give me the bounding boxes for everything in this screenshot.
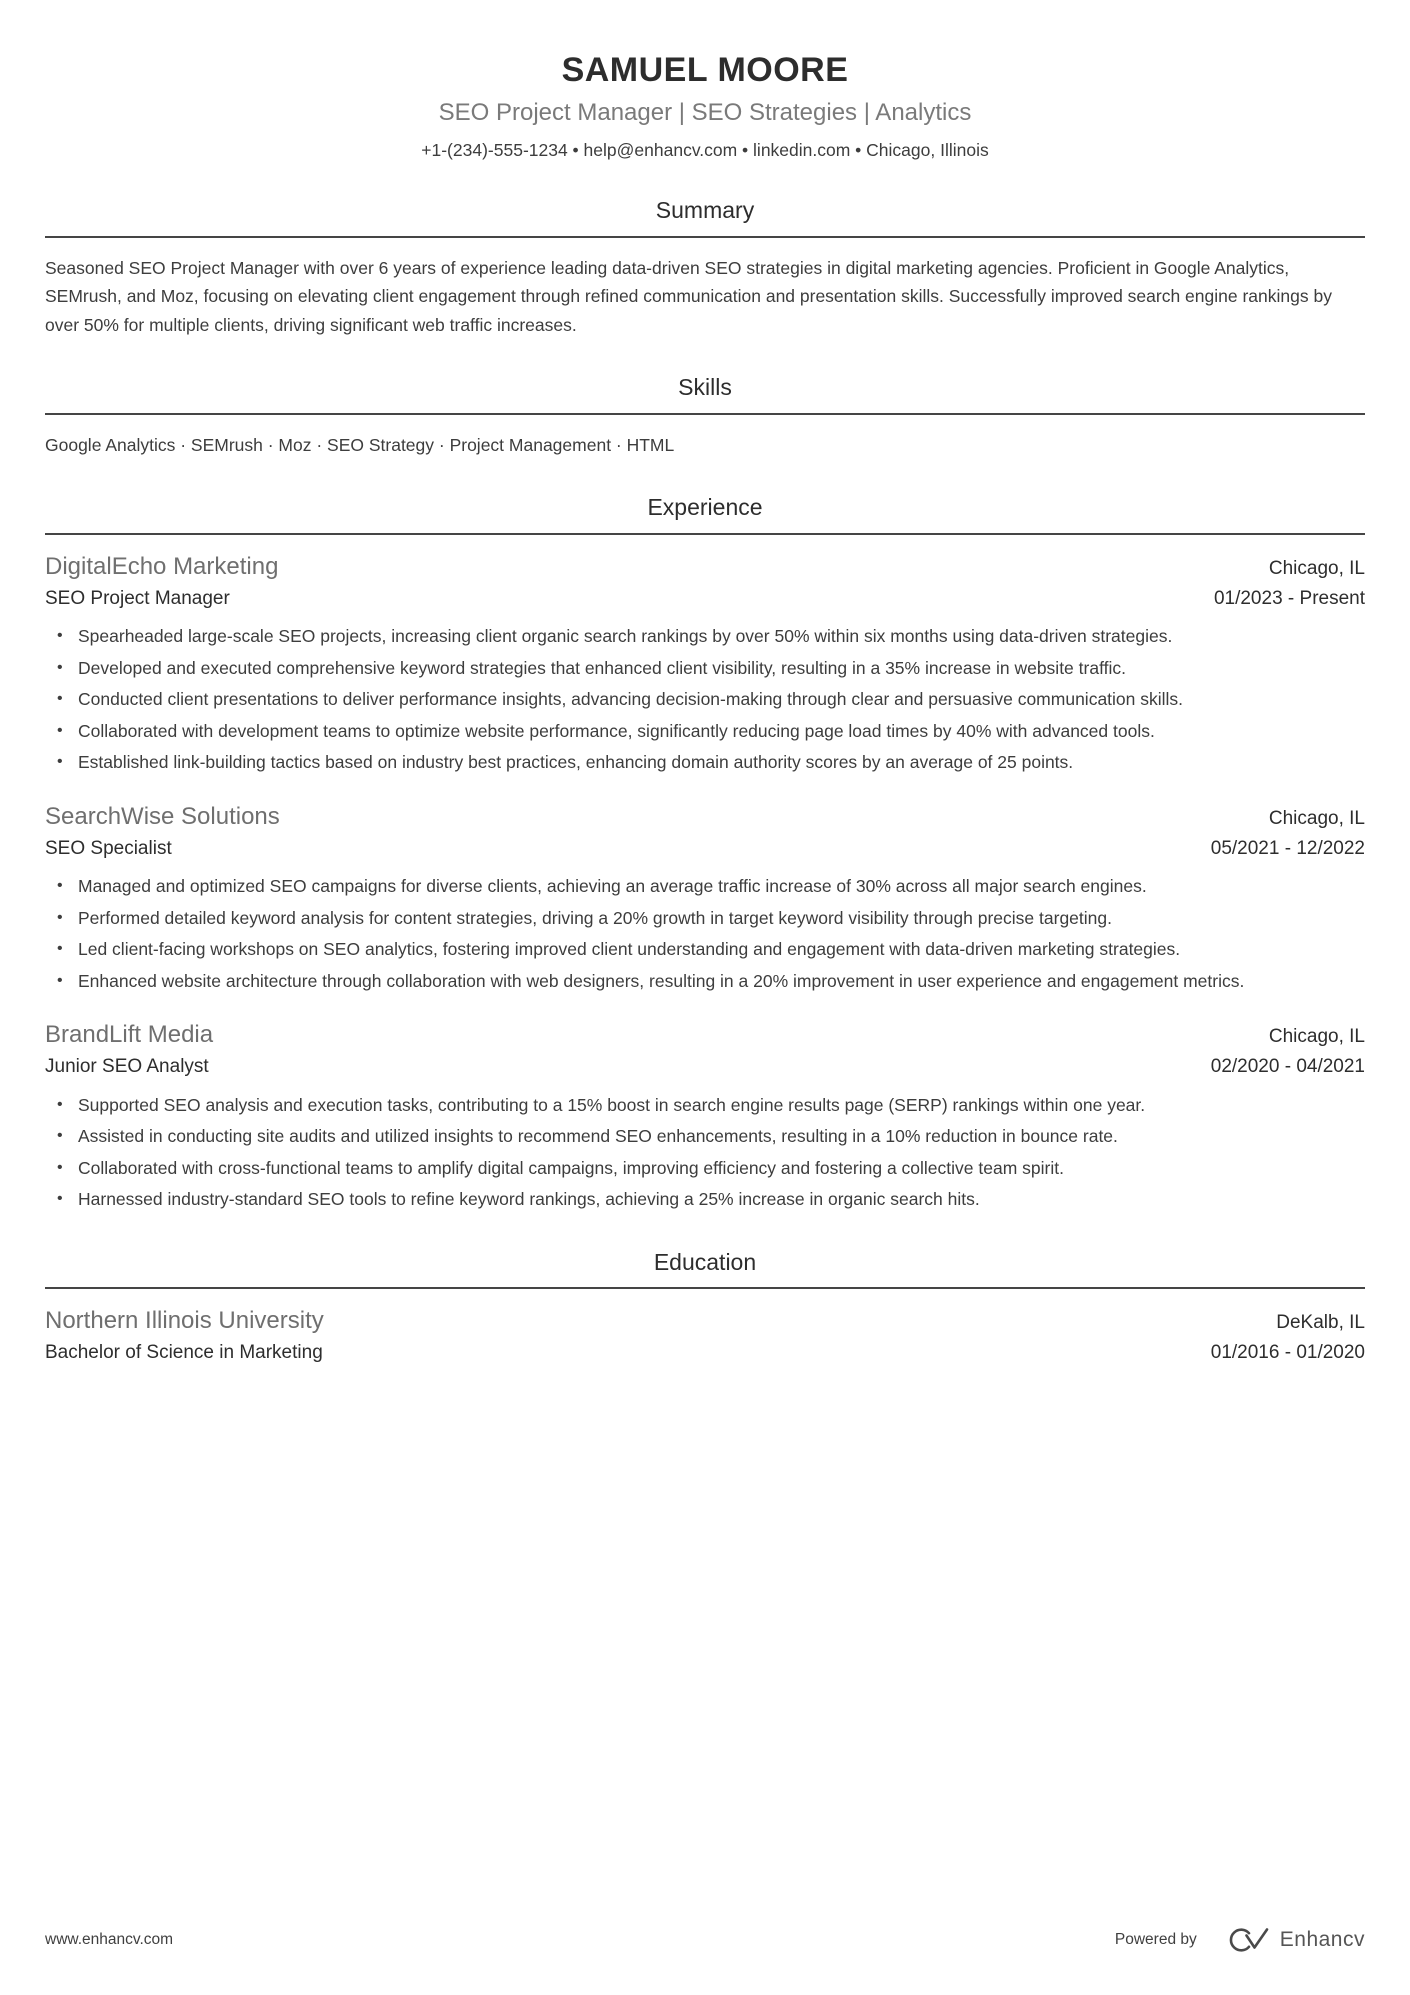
company-location: Chicago, IL	[1268, 1026, 1365, 1048]
company-name: DigitalEcho Marketing	[45, 552, 279, 580]
role-dates: 05/2021 - 12/2022	[1210, 837, 1365, 859]
company-location: Chicago, IL	[1268, 807, 1365, 829]
bullet-item: • Assisted in conducting site audits and utilized insights to recommend SEO enhancements, resulting in a 10% reduction in bounce rate.	[57, 1122, 1365, 1151]
company-name: SearchWise Solutions	[45, 802, 280, 830]
experience-entry	[45, 1021, 1365, 1214]
summary-heading: Summary	[655, 196, 755, 223]
enhancv-cv-heart-logo-icon	[1225, 1925, 1271, 1955]
education-location: DeKalb, IL	[1276, 1312, 1365, 1334]
role-dates: 02/2020 - 04/2021	[1210, 1056, 1365, 1078]
bullet-item: • Supported SEO analysis and execution tasks, contributing to a 15% boost in search engine results page (SERP) rankings within one year.	[57, 1091, 1365, 1120]
role-title: Junior SEO Analyst	[45, 1056, 209, 1078]
company-location: Chicago, IL	[1268, 557, 1365, 579]
education-heading: Education	[653, 1248, 757, 1275]
footer-brand	[1115, 1925, 1365, 1955]
skills-line: Google Analytics · SEMrush · Moz · SEO Strategy · Project Management · HTML	[45, 434, 675, 455]
education-entry	[45, 1307, 1365, 1365]
education-dates: 01/2016 - 01/2020	[1210, 1342, 1365, 1364]
bullet-item: • Collaborated with development teams to optimize website performance, significantly reducing page load times by 40% with advanced tools.	[57, 717, 1365, 746]
skills-heading: Skills	[678, 374, 732, 401]
summary-text: Seasoned SEO Project Manager with over 6 years of experience leading data-driven SEO strategies in digital marketing agencies. Proficient in Google Analytics, SEMrush, and Moz, focusing on elevating client engagement through refined communication and presentation skills. Successfully improved search engine rankings by over 50% for multiple clients, driving significant web traffic increases.	[45, 257, 1332, 335]
section-divider	[45, 533, 1365, 535]
powered-by-label: Powered by	[1114, 1931, 1197, 1948]
section-summary	[45, 197, 1365, 339]
education-degree: Bachelor of Science in Marketing	[45, 1342, 323, 1364]
role-title: SEO Project Manager	[45, 587, 230, 609]
bullet-item: • Performed detailed keyword analysis for content strategies, driving a 20% growth in target keyword visibility through precise targeting.	[57, 904, 1365, 933]
role-dates: 01/2023 - Present	[1213, 587, 1365, 609]
candidate-name: SAMUEL MOORE	[561, 51, 849, 89]
bullet-list	[45, 1091, 1365, 1214]
footer-website-link[interactable]: www.enhancv.com	[45, 1931, 174, 1948]
bullet-item: • Managed and optimized SEO campaigns for diverse clients, achieving an average traffic increase of 30% across all major search engines.	[57, 872, 1365, 901]
enhancv-wordmark: Enhancv	[1279, 1928, 1365, 1951]
bullet-list	[45, 622, 1365, 777]
bullet-item: • Developed and executed comprehensive keyword strategies that enhanced client visibility, resulting in a 35% increase in website traffic.	[57, 654, 1365, 683]
contact-line: +1-(234)-555-1234 • help@enhancv.com • linkedin.com • Chicago, Illinois	[421, 140, 989, 161]
section-divider	[45, 1287, 1365, 1289]
bullet-item: • Established link-building tactics based on industry best practices, enhancing domain authority scores by an average of 25 points.	[57, 748, 1365, 777]
section-divider	[45, 236, 1365, 238]
bullet-item: • Harnessed industry-standard SEO tools to refine keyword rankings, achieving a 25% increase in organic search hits.	[57, 1185, 1365, 1214]
resume-header	[45, 52, 1365, 162]
section-skills	[45, 374, 1365, 459]
experience-entry	[45, 803, 1365, 996]
section-experience	[45, 494, 1365, 1214]
bullet-item: • Collaborated with cross-functional teams to amplify digital campaigns, improving efficiency and fostering a collective team spirit.	[57, 1154, 1365, 1183]
experience-heading: Experience	[647, 494, 763, 521]
bullet-item: • Spearheaded large-scale SEO projects, increasing client organic search rankings by over 50% within six months using data-driven strategies.	[57, 622, 1365, 651]
enhancv-brand-link[interactable]	[1225, 1925, 1365, 1955]
education-school: Northern Illinois University	[45, 1307, 324, 1335]
section-education	[45, 1249, 1365, 1365]
candidate-title: SEO Project Manager | SEO Strategies | Analytics	[438, 99, 972, 127]
bullet-item: • Led client-facing workshops on SEO analytics, fostering improved client understanding and engagement with data-driven marketing strategies.	[57, 935, 1365, 964]
page-footer	[45, 1925, 1365, 1955]
experience-entry	[45, 553, 1365, 777]
role-title: SEO Specialist	[45, 837, 172, 859]
bullet-item: • Enhanced website architecture through collaboration with web designers, resulting in a 20% improvement in user experience and engagement metrics.	[57, 967, 1365, 996]
bullet-list	[45, 872, 1365, 995]
company-name: BrandLift Media	[45, 1021, 214, 1049]
section-divider	[45, 413, 1365, 415]
bullet-item: • Conducted client presentations to deliver performance insights, advancing decision-making through clear and persuasive communication skills.	[57, 685, 1365, 714]
